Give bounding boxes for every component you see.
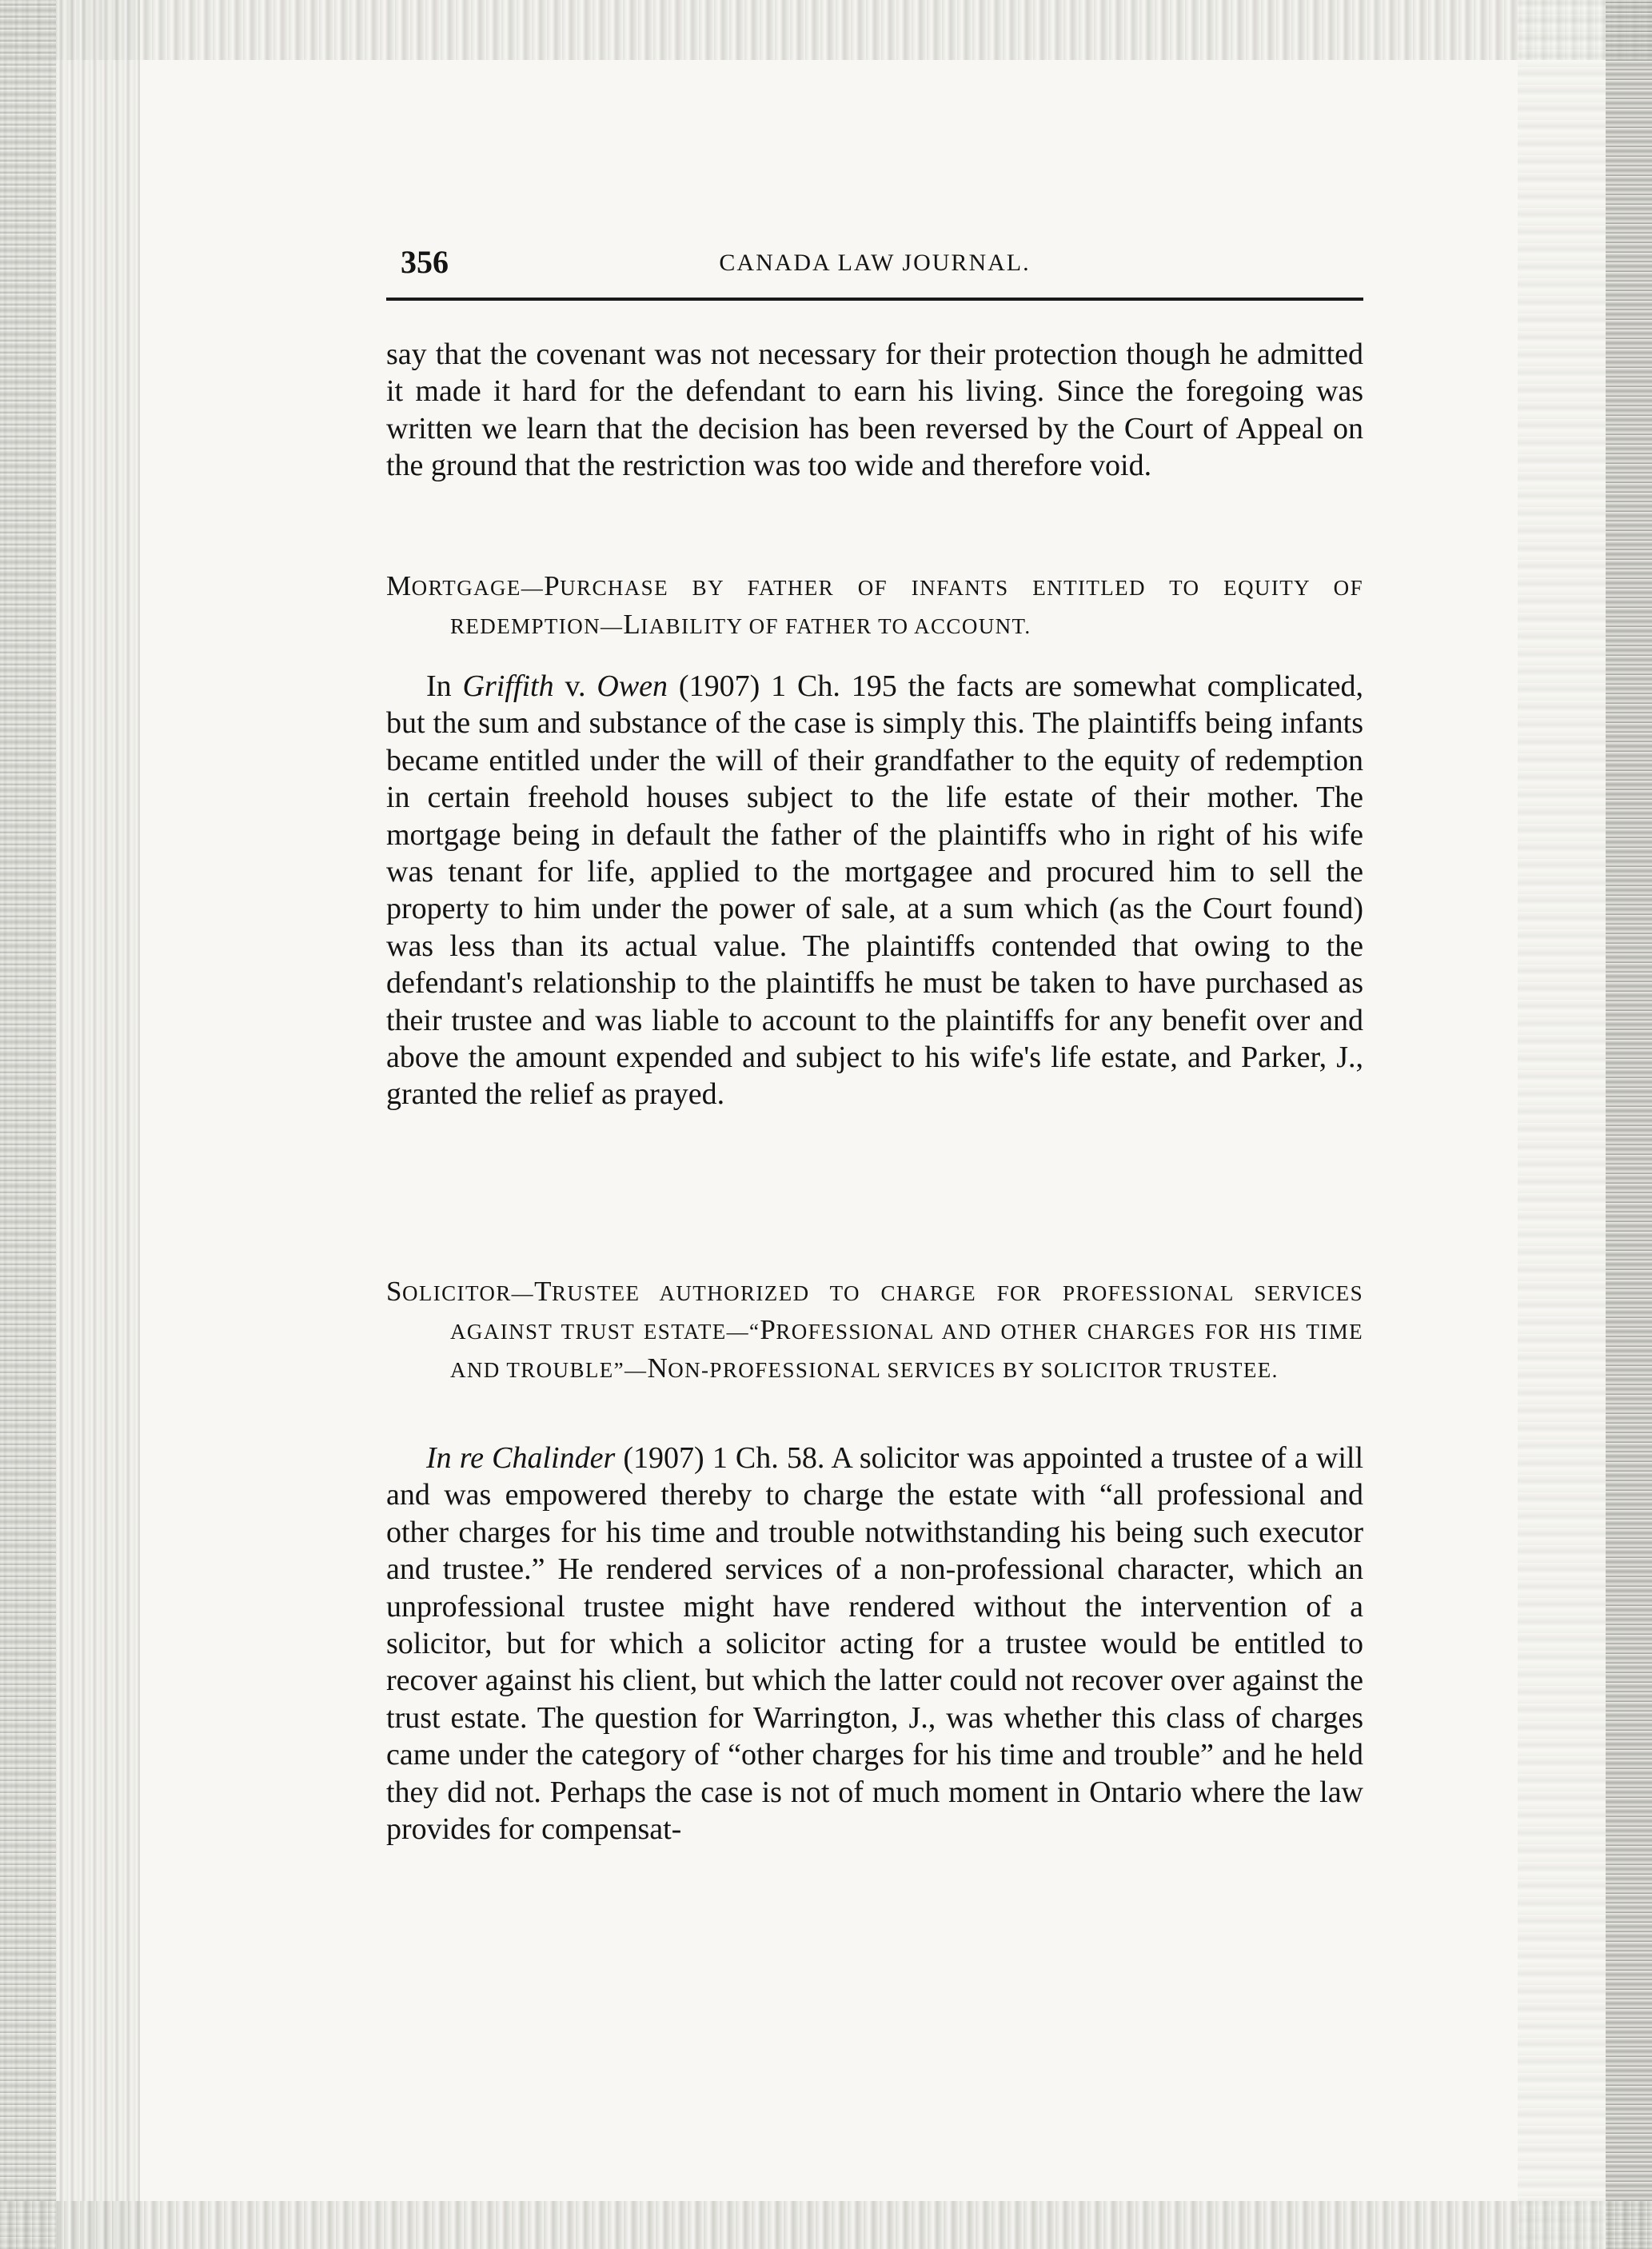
paragraph-in-re-chalinder [386,1440,1363,1848]
scan-edge-right-shadow [1518,0,1606,2249]
scan-edge-bottom [0,2201,1652,2249]
heading-text: SOLICITOR—TRUSTEE AUTHORIZED TO CHARGE FOR PROFESSIONAL SERVICES AGAINST TRUST ESTATE—“PROFESSIONAL AND OTHER CHARGES FOR HIS TIME AND TROUBLE”—NON-PROFESSIONAL SERVICES BY SOLICITOR TRUSTEE. [386,1276,1363,1384]
paragraph-griffith-v-owen [386,668,1363,1113]
paragraph-continued [386,336,1363,485]
running-head: CANADA LAW JOURNAL. [719,250,1031,276]
case-name-italic: In re Chalinder [426,1441,616,1475]
paragraph-text: say that the covenant was not necessary for their protection though he admitted it made it hard for the defendant to earn his living. Since the foregoing was written we learn that the decision has been reversed by the Court of Appeal on the ground that the restriction was too wide and therefore void. [386,338,1363,483]
scan-edge-top [0,0,1652,60]
scan-edge-left-binding [0,0,56,2249]
header-rule [386,298,1363,301]
case-name-italic: Owen [597,669,668,703]
section-heading-solicitor [386,1273,1363,1388]
page-header [386,240,1363,288]
heading-text: MORTGAGE—PURCHASE BY FATHER OF INFANTS ENTITLED TO EQUITY OF REDEMPTION—LIABILITY OF FATHER TO ACCOUNT. [386,570,1363,640]
paragraph-text: In Griffith v. Owen (1907) 1 Ch. 195 the facts are somewhat complicated, but the sum and substance of the case is simply this. The plaintiffs being infants became entitled under the will of their grandfather to the equity of redemption in certain freehold houses subject to the life estate of their mother. The mortgage being in default the father of the plaintiffs who in right of his wife was tenant for life, applied to the mortgagee and procured him to sell the property to him under the power of sale, at a sum which (as the Court found) was less than its actual value. The plaintiffs contended that owing to the defendant's relationship to the plaintiffs he must be taken to have purchased as their trustee and was liable to account to the plaintiffs for any benefit over and above the amount expended and subject to his wife's life estate, and Parker, J., granted the relief as prayed. [386,669,1363,1112]
case-name-italic: Griffith [462,669,554,703]
paragraph-text: In re Chalinder (1907) 1 Ch. 58. A solicitor was appointed a trustee of a will and was empowered thereby to charge the estate with “all professional and other charges for his time and trouble notwithstanding his being such executor and trustee.” He rendered services of a non-professional character, which an unprofessional trustee might have rendered without the intervention of a solicitor, but for which a solicitor acting for a trustee would be entitled to recover against his client, but which the latter could not recover over against the trust estate. The question for Warrington, J., was whether this class of charges came under the category of “other charges for his time and trouble” and he held they did not. Perhaps the case is not of much moment in Ontario where the law provides for compensat- [386,1441,1364,1847]
page-number: 356 [401,244,449,280]
scan-edge-right [1606,0,1652,2249]
section-heading-mortgage [386,568,1363,645]
